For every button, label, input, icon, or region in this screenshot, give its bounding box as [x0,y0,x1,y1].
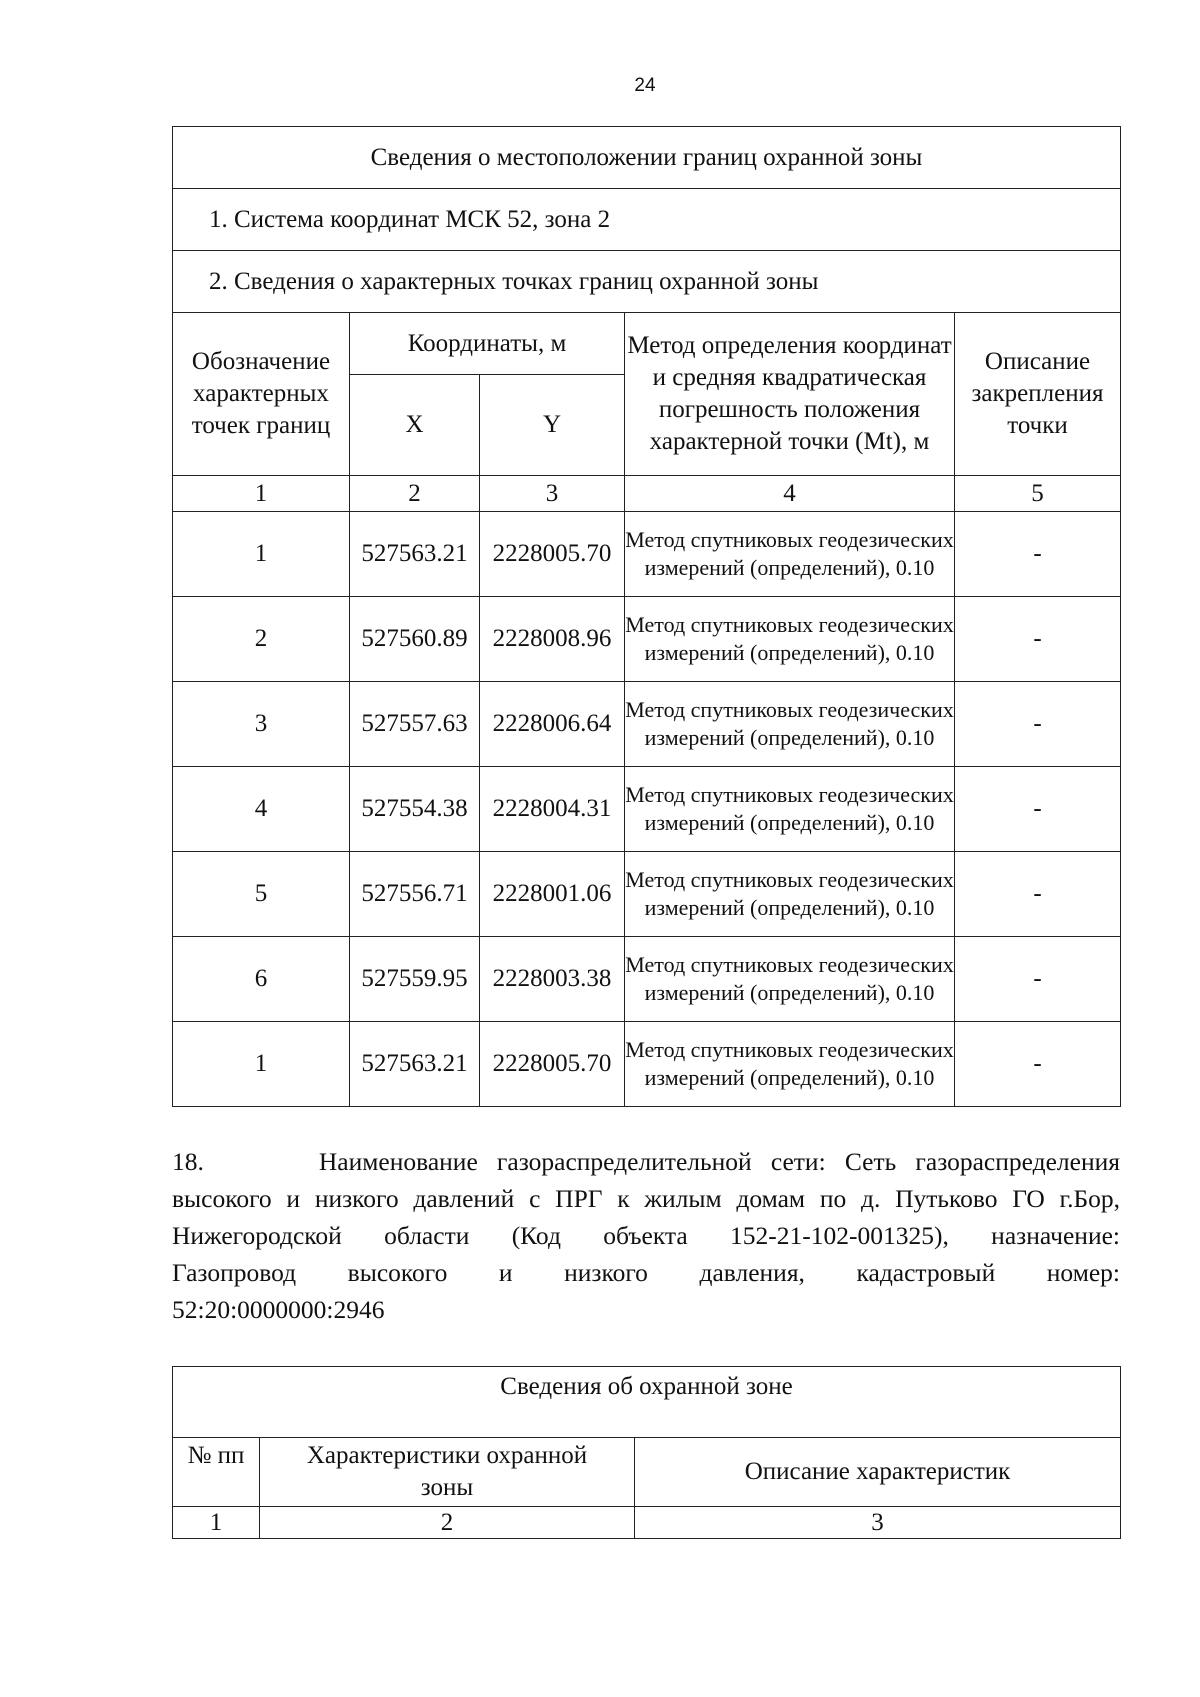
header-characteristics-description: Описание характеристик [635,1438,1121,1507]
method-cell: Метод спутниковых геодезических измерений (определений), 0.10 [625,682,955,767]
fixation-description: - [955,767,1121,852]
header-characteristics: Характеристики охранной зоны [260,1438,635,1507]
gas-network-paragraph [172,1143,1120,1328]
coord-x: 527556.71 [350,852,480,937]
point-id: 4 [173,767,350,852]
col-index: 5 [955,476,1121,512]
column-index-row [173,476,1121,512]
coord-system-label: 1. Система координат МСК 52, зона 2 [173,189,1121,251]
fixation-description: - [955,512,1121,597]
header-description: Описание закрепления точки [955,313,1121,476]
table-row [173,1022,1121,1107]
col-index: 3 [635,1507,1121,1539]
coord-x: 527557.63 [350,682,480,767]
fixation-description: - [955,1022,1121,1107]
protected-zone-boundaries-table [172,126,1121,1107]
coord-y: 2228001.06 [480,852,625,937]
coord-y: 2228003.38 [480,937,625,1022]
method-cell: Метод спутниковых геодезических измерений (определений), 0.10 [625,1022,955,1107]
col-index: 2 [350,476,480,512]
table-row [173,682,1121,767]
fixation-description: - [955,937,1121,1022]
table-row [173,852,1121,937]
header-x: X [350,375,480,476]
protected-zone-info-table [172,1366,1121,1539]
col-index: 3 [480,476,625,512]
method-cell: Метод спутниковых геодезических измерений (определений), 0.10 [625,512,955,597]
header-method: Метод определения координат и средняя квадратическая погрешность положения характерной точки (Mt), м [625,313,955,476]
coord-y: 2228005.70 [480,1022,625,1107]
header-designation: Обозначение характерных точек границ [173,313,350,476]
coord-y: 2228008.96 [480,597,625,682]
table-title: Сведения об охранной зоне [173,1367,1121,1438]
point-id: 1 [173,1022,350,1107]
table-title: Сведения о местоположении границ охранной зоны [173,127,1121,189]
fixation-description: - [955,852,1121,937]
table-row [173,512,1121,597]
header-y: Y [480,375,625,476]
coord-y: 2228006.64 [480,682,625,767]
method-cell: Метод спутниковых геодезических измерений (определений), 0.10 [625,597,955,682]
fixation-description: - [955,682,1121,767]
table-row [173,937,1121,1022]
coord-x: 527563.21 [350,512,480,597]
col-index: 4 [625,476,955,512]
method-cell: Метод спутниковых геодезических измерений (определений), 0.10 [625,852,955,937]
paragraph-line: Газопровод высокого и низкого давления, кадастровый номер: [172,1258,1120,1287]
method-cell: Метод спутниковых геодезических измерений (определений), 0.10 [625,767,955,852]
paragraph-line: высокого и низкого давлений с ПРГ к жилым домам по д. Путьково ГО г.Бор, [172,1184,1120,1213]
column-index-row [173,1507,1121,1539]
coord-x: 527559.95 [350,937,480,1022]
coord-x: 527560.89 [350,597,480,682]
point-id: 5 [173,852,350,937]
point-id: 1 [173,512,350,597]
header-coordinates: Координаты, м [350,313,625,375]
point-id: 6 [173,937,350,1022]
paragraph-line: Нижегородской области (Код объекта 152-21-102-001325), назначение: [172,1221,1120,1250]
header-number: № пп [173,1438,260,1507]
page-number: 24 [634,75,656,96]
method-cell: Метод спутниковых геодезических измерений (определений), 0.10 [625,937,955,1022]
table-row [173,767,1121,852]
paragraph-line: 18. Наименование газораспределительной сети: Сеть газораспределения [172,1147,1120,1176]
point-id: 2 [173,597,350,682]
paragraph-line: 52:20:0000000:2946 [172,1295,385,1324]
coord-x: 527554.38 [350,767,480,852]
point-id: 3 [173,682,350,767]
col-index: 1 [173,1507,260,1539]
points-section-title: 2. Сведения о характерных точках границ охранной зоны [173,251,1121,313]
table-row [173,597,1121,682]
fixation-description: - [955,597,1121,682]
coord-x: 527563.21 [350,1022,480,1107]
col-index: 2 [260,1507,635,1539]
coord-y: 2228005.70 [480,512,625,597]
col-index: 1 [173,476,350,512]
coord-y: 2228004.31 [480,767,625,852]
